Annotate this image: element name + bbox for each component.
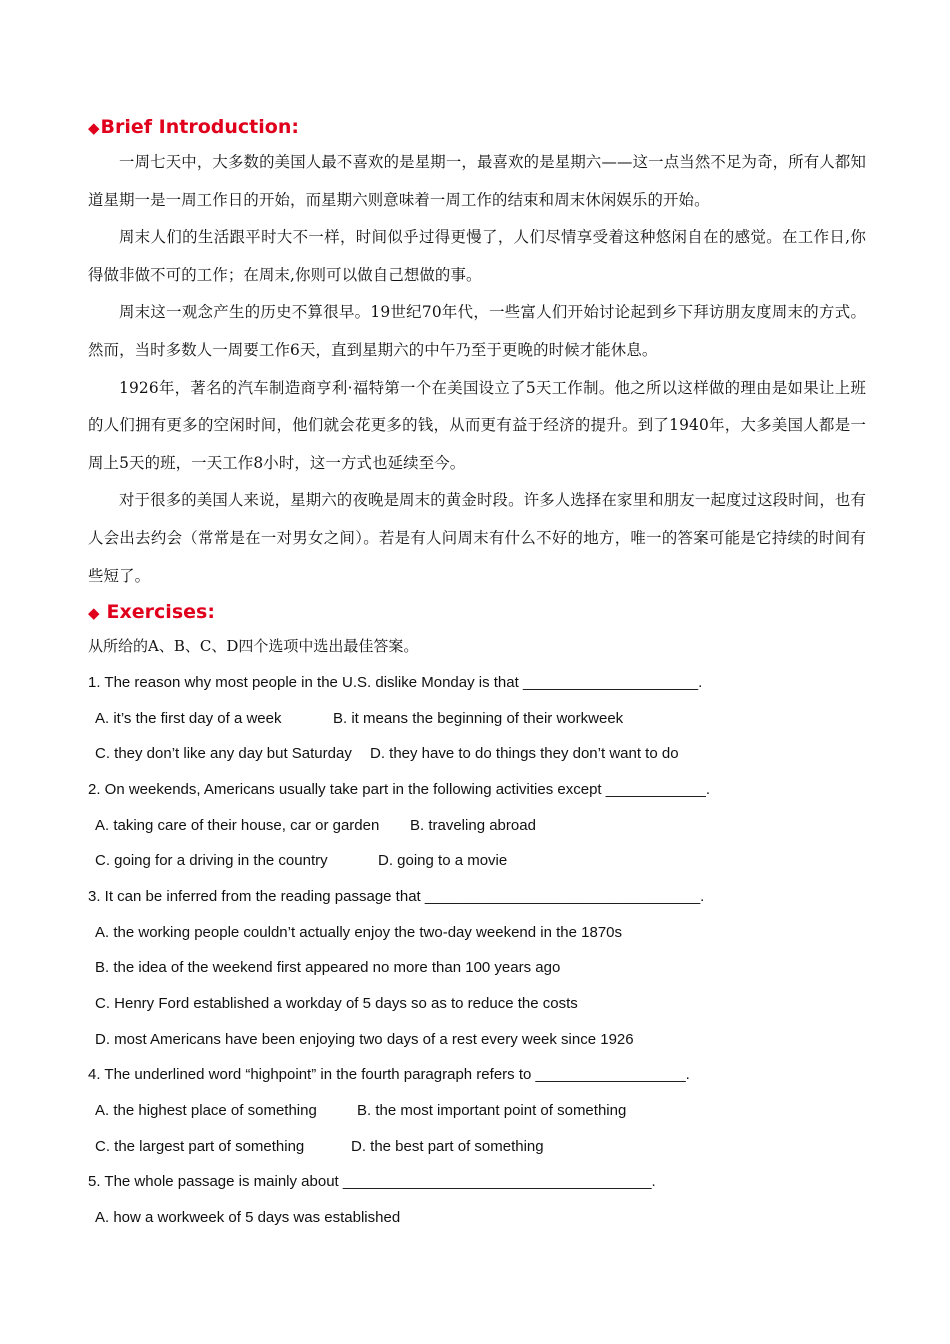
question-3-option-b: B. the idea of the weekend first appeared no more than 100 years ago xyxy=(95,959,561,977)
intro-paragraph-1: 一周七天中，大多数的美国人最不喜欢的是星期一，最喜欢的是星期六——这一点当然不足为奇，所有人都知道星期一是一周工作日的开始，而星期六则意味着一周工作的结束和周末休闲娱乐的开始。 xyxy=(88,153,866,209)
intro-paragraph-3: 周末这一观念产生的历史不算很早。19世纪70年代，一些富人们开始讨论起到乡下拜访朋友度周末的方式。然而，当时多数人一周要工作6天，直到星期六的中午乃至于更晚的时候才能休息。 xyxy=(88,303,866,359)
question-1-options-row-2 xyxy=(88,736,866,772)
intro-paragraph-5: 对于很多的美国人来说，星期六的夜晚是周末的黄金时段。许多人选择在家里和朋友一起度过这段时间，也有人会出去约会（常常是在一对男女之间）。若是有人问周末有什么不好的地方，唯一的答案可能是它持续的时间有些短了。 xyxy=(88,491,866,585)
exercises-instruction: 从所给的A、B、C、D四个选项中选出最佳答案。 xyxy=(88,637,419,656)
question-2-option-b: B. traveling abroad xyxy=(410,816,536,834)
intro-paragraph-4: 1926年，著名的汽车制造商亨利·福特第一个在美国设立了5天工作制。他之所以这样做的理由是如果让上班的人们拥有更多的空闲时间，他们就会花更多的钱，从而更有益于经济的提升。到了1940年，大多美国人都是一周上5天的班，一天工作8小时，这一方式也延续至今。 xyxy=(88,378,866,472)
question-1-option-c: C. they don’t like any day but Saturday xyxy=(95,745,352,763)
question-4-option-a: A. the highest place of something xyxy=(95,1102,317,1120)
document-page xyxy=(88,110,866,1236)
question-1-stem: 1. The reason why most people in the U.S. dislike Monday is that _____________________. xyxy=(88,673,703,691)
question-2-options-row-1 xyxy=(88,808,866,844)
question-3-stem: 3. It can be inferred from the reading passage that _________________________________. xyxy=(88,887,705,905)
question-3-option-d: D. most Americans have been enjoying two days of a rest every week since 1926 xyxy=(95,1030,634,1048)
question-5-option-a: A. how a workweek of 5 days was established xyxy=(95,1209,401,1227)
question-4-option-d: D. the best part of something xyxy=(351,1137,544,1155)
exercises-heading-text: Exercises: xyxy=(106,601,215,624)
question-1-option-a: A. it’s the first day of a week xyxy=(95,709,282,727)
question-5-stem: 5. The whole passage is mainly about _____________________________________. xyxy=(88,1173,656,1191)
question-1-option-b: B. it means the beginning of their workweek xyxy=(333,709,624,727)
intro-heading-text: Brief Introduction: xyxy=(100,116,299,138)
question-1-option-d: D. they have to do things they don’t want to do xyxy=(370,745,679,763)
intro-paragraph-2: 周末人们的生活跟平时大不一样，时间似乎过得更慢了，人们尽情享受着这种悠闲自在的感觉。在工作日,你得做非做不可的工作；在周末,你则可以做自己想做的事。 xyxy=(88,228,866,284)
question-3-option-a: A. the working people couldn’t actually enjoy the two-day weekend in the 1870s xyxy=(95,923,622,941)
question-2-option-c: C. going for a driving in the country xyxy=(95,852,328,870)
exercises-heading xyxy=(88,595,866,629)
question-1-options-row-1 xyxy=(88,701,866,737)
question-4-option-c: C. the largest part of something xyxy=(95,1137,305,1155)
question-2-stem: 2. On weekends, Americans usually take part in the following activities except ____________. xyxy=(88,780,711,798)
intro-heading xyxy=(88,110,866,144)
diamond-bullet-icon: ◆ xyxy=(88,604,100,623)
question-2-option-d: D. going to a movie xyxy=(378,852,508,870)
question-4-stem: 4. The underlined word “highpoint” in the fourth paragraph refers to __________________. xyxy=(88,1066,690,1084)
question-2-option-a: A. taking care of their house, car or garden xyxy=(95,816,380,834)
question-2-options-row-2 xyxy=(88,843,866,879)
question-4-options-row-1 xyxy=(88,1093,866,1129)
diamond-bullet-icon: ◆ xyxy=(88,119,100,137)
question-3-option-c: C. Henry Ford established a workday of 5 days so as to reduce the costs xyxy=(95,995,578,1012)
question-4-option-b: B. the most important point of something xyxy=(357,1102,627,1120)
question-4-options-row-2 xyxy=(88,1129,866,1165)
